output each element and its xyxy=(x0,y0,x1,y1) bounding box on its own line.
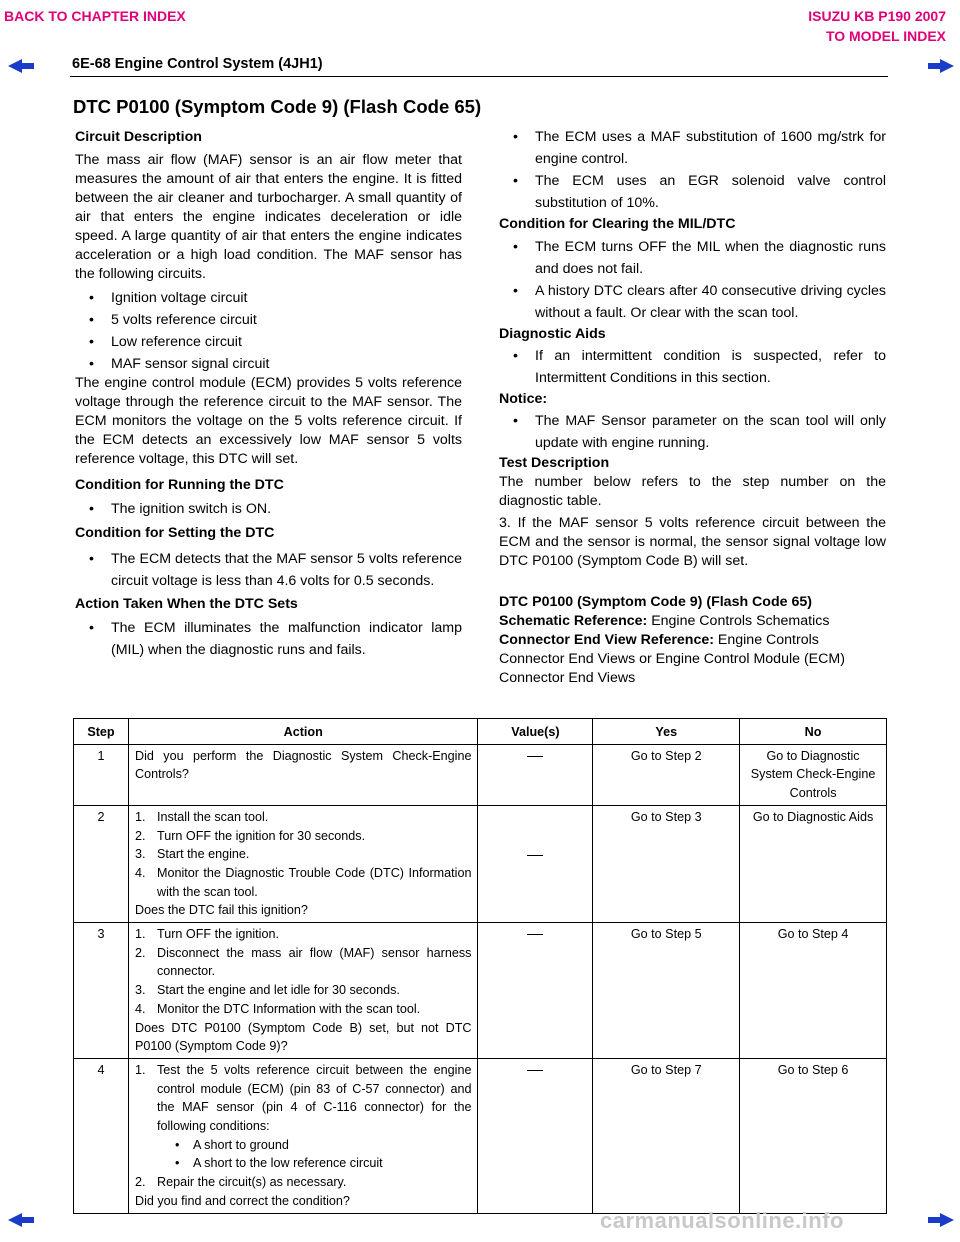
step-action: Did you perform the Diagnostic System Check-Engine Controls? xyxy=(128,744,478,805)
step-action xyxy=(128,923,478,1059)
step-number: 1 xyxy=(74,744,129,805)
list-item: • The ECM detects that the MAF sensor 5 volts reference circuit voltage is less than 4.6 volts for 0.5 seconds. xyxy=(89,551,462,589)
list-item: • If an intermittent condition is suspected, refer to Intermittent Conditions in this section. xyxy=(513,348,886,386)
list-item: • The ignition switch is ON. xyxy=(89,501,272,517)
step-yes: Go to Step 3 xyxy=(593,805,740,922)
condition-item: • A short to the low reference circuit xyxy=(174,1156,383,1171)
left-column xyxy=(75,128,462,661)
step-value xyxy=(478,744,593,805)
action-question: Did you find and correct the condition? xyxy=(134,1193,350,1208)
list-item: • The ECM turns OFF the MIL when the diagnostic runs and does not fail. xyxy=(513,239,886,277)
list-item: • 5 volts reference circuit xyxy=(89,312,257,328)
step-yes: Go to Step 5 xyxy=(593,923,740,1059)
manual-title: ISUZU KB P190 2007 xyxy=(808,8,946,24)
action-item: 2. Turn OFF the ignition for 30 seconds. xyxy=(134,828,366,843)
aids-heading: Diagnostic Aids xyxy=(499,326,606,342)
step-no: Go to Diagnostic System Check-Engine Controls xyxy=(740,744,887,805)
step-action xyxy=(128,1058,478,1213)
step-number: 3 xyxy=(74,923,129,1059)
page-title: DTC P0100 (Symptom Code 9) (Flash Code 65) xyxy=(73,96,482,117)
step-no: Go to Step 4 xyxy=(740,923,887,1059)
step-value xyxy=(478,923,593,1059)
action-heading: Action Taken When the DTC Sets xyxy=(75,596,298,612)
column-header-yes: Yes xyxy=(593,719,740,745)
action-item: 2. Repair the circuit(s) as necessary. xyxy=(134,1175,347,1190)
table-header-row xyxy=(74,719,887,745)
prev-page-arrow-icon[interactable] xyxy=(6,58,36,74)
test-description-2: 3. If the MAF sensor 5 volts reference circuit between the ECM and the sensor is normal, the sensor signal voltage low DTC P0100 (Symptom Code B) will set. xyxy=(499,515,886,569)
action-item: 3. Start the engine and let idle for 30 seconds. xyxy=(134,983,400,998)
table-row xyxy=(74,1058,887,1213)
running-heading: Condition for Running the DTC xyxy=(75,477,284,493)
page-header-title: 6E-68 Engine Control System (4JH1) xyxy=(72,56,323,72)
table-row xyxy=(74,923,887,1059)
circuit-heading: Circuit Description xyxy=(75,129,202,145)
action-item: 4. Monitor the DTC Information with the scan tool. xyxy=(134,1001,421,1016)
clearing-heading: Condition for Clearing the MIL/DTC xyxy=(499,216,736,232)
action-item: 3. Start the engine. xyxy=(134,847,250,862)
action-item: 2. Disconnect the mass air flow (MAF) sensor harness connector. xyxy=(134,945,472,979)
back-to-chapter-link[interactable]: BACK TO CHAPTER INDEX xyxy=(4,8,186,24)
step-no: Go to Diagnostic Aids xyxy=(740,805,887,922)
step-value xyxy=(478,1058,593,1213)
next-page-arrow-icon[interactable] xyxy=(926,58,956,74)
step-number: 4 xyxy=(74,1058,129,1213)
table-row xyxy=(74,805,887,922)
column-header-step: Step xyxy=(74,719,129,745)
prev-page-arrow-icon[interactable] xyxy=(6,1212,36,1228)
reference-title: DTC P0100 (Symptom Code 9) (Flash Code 65) xyxy=(499,594,812,610)
action-item: 1. Test the 5 volts reference circuit between the engine control module (ECM) (pin 83 of C-57 connector) and the MAF sensor (pin 4 of C-116 connector) for the following conditions: xyxy=(134,1062,472,1134)
list-item: • The ECM illuminates the malfunction indicator lamp (MIL) when the diagnostic runs and fails. xyxy=(89,620,462,658)
list-item: • Ignition voltage circuit xyxy=(89,290,248,306)
right-column xyxy=(499,126,886,688)
column-header-action: Action xyxy=(128,719,478,745)
step-no: Go to Step 6 xyxy=(740,1058,887,1213)
action-item: 1. Install the scan tool. xyxy=(134,809,269,824)
ecm-description: The engine control module (ECM) provides 5 volts reference voltage through the reference circuit to the MAF sensor. The ECM monitors the voltage on the 5 volts reference circuit. If the ECM detects an excessively low MAF sensor 5 volts reference voltage, this DTC will set. xyxy=(75,375,462,467)
setting-heading: Condition for Setting the DTC xyxy=(75,525,275,541)
circuit-list xyxy=(75,289,462,374)
connector-reference: Connector End View Reference: Engine Controls Connector End Views or Engine Control Module (ECM) Connector End Views xyxy=(499,632,845,686)
list-item: • The MAF Sensor parameter on the scan tool will only update with engine running. xyxy=(513,413,886,451)
list-item: • Low reference circuit xyxy=(89,334,242,350)
column-header-values: Value(s) xyxy=(478,719,593,745)
condition-item: • A short to ground xyxy=(174,1137,289,1152)
notice-heading: Notice: xyxy=(499,391,548,407)
action-question: Does DTC P0100 (Symptom Code B) set, but not DTC P0100 (Symptom Code 9)? xyxy=(134,1020,472,1054)
next-page-arrow-icon[interactable] xyxy=(926,1212,956,1228)
schematic-reference: Schematic Reference: Engine Controls Schematics xyxy=(499,613,830,629)
step-yes: Go to Step 7 xyxy=(593,1058,740,1213)
step-yes: Go to Step 2 xyxy=(593,744,740,805)
list-item: • A history DTC clears after 40 consecutive driving cycles without a fault. Or clear with the scan tool. xyxy=(513,283,886,321)
to-model-index-link[interactable]: TO MODEL INDEX xyxy=(825,28,946,44)
test-description-1: The number below refers to the step number on the diagnostic table. xyxy=(499,474,886,509)
test-heading: Test Description xyxy=(499,455,610,471)
step-value xyxy=(478,805,593,922)
action-question: Does the DTC fail this ignition? xyxy=(134,903,308,918)
action-item: 4. Monitor the Diagnostic Trouble Code (DTC) Information with the scan tool. xyxy=(134,865,472,899)
column-header-no: No xyxy=(740,719,887,745)
list-item: • The ECM uses a MAF substitution of 1600 mg/strk for engine control. xyxy=(513,129,886,167)
header-divider xyxy=(70,76,888,77)
table-row xyxy=(74,744,887,805)
watermark: carmanualsonline.info xyxy=(600,1208,844,1233)
list-item: • MAF sensor signal circuit xyxy=(89,356,270,372)
step-action xyxy=(128,805,478,922)
step-number: 2 xyxy=(74,805,129,922)
action-item: 1. Turn OFF the ignition. xyxy=(134,927,279,942)
diagnostic-table xyxy=(73,718,887,1214)
circuit-description: The mass air flow (MAF) sensor is an air flow meter that measures the amount of air that enters the engine. It is fitted between the air cleaner and turbocharger. A small quantity of air that enters the engine indicates deceleration or idle speed. A large quantity of air that enters the engine indicates acceleration or a high load condition. The MAF sensor has the following circuits. xyxy=(75,152,462,282)
list-item: • The ECM uses an EGR solenoid valve control substitution of 10%. xyxy=(513,173,886,211)
